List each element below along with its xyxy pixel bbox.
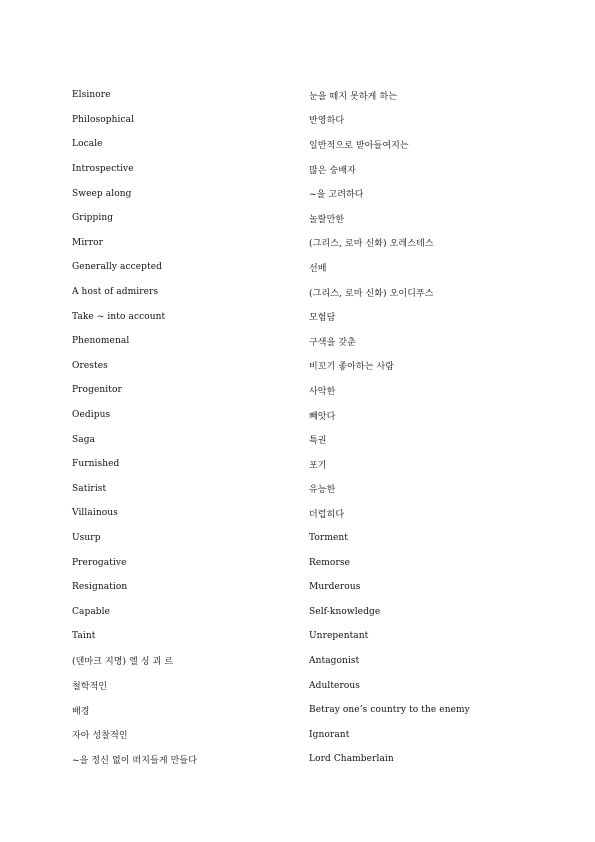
- table-row: [72, 427, 492, 452]
- meaning-cell: 놀랄만한: [309, 214, 345, 225]
- meaning-cell: 반영하다: [309, 116, 345, 127]
- term-cell: Sweep along: [72, 188, 132, 199]
- term-cell: Take ~ into account: [72, 311, 166, 322]
- meaning-cell: Adulterous: [309, 680, 361, 691]
- term-cell: 철학적인: [72, 682, 108, 693]
- meaning-cell: (그리스, 로마 신화) 오이디푸스: [309, 288, 434, 299]
- term-cell: (덴마크 지명) 엘 싱 괴 르: [72, 657, 174, 668]
- table-row: [72, 231, 492, 256]
- meaning-cell: Remorse: [309, 557, 351, 568]
- table-row: [72, 673, 492, 698]
- table-row: [72, 477, 492, 502]
- term-cell: Satirist: [72, 483, 107, 494]
- table-row: [72, 329, 492, 354]
- meaning-cell: ~을 고려하다: [309, 190, 364, 201]
- table-row: [72, 599, 492, 624]
- term-cell: Usurp: [72, 532, 101, 543]
- meaning-cell: 비꼬기 좋아하는 사람: [309, 362, 395, 373]
- vocabulary-table: [72, 83, 492, 772]
- term-cell: Mirror: [72, 237, 104, 248]
- table-row: [72, 575, 492, 600]
- meaning-cell: 더럽히다: [309, 509, 345, 520]
- table-row: [72, 378, 492, 403]
- meaning-cell: Betray one’s country to the enemy: [309, 705, 470, 716]
- meaning-cell: 포기: [309, 460, 327, 471]
- table-row: [72, 304, 492, 329]
- table-row: [72, 132, 492, 157]
- table-row: [72, 83, 492, 108]
- table-row: [72, 550, 492, 575]
- meaning-cell: 구색을 갖춘: [309, 337, 356, 348]
- meaning-cell: 유능한: [309, 485, 336, 496]
- term-cell: Locale: [72, 139, 103, 150]
- meaning-cell: Torment: [309, 532, 348, 543]
- table-row: [72, 181, 492, 206]
- meaning-cell: (그리스, 로마 신화) 오레스테스: [309, 239, 434, 250]
- table-row: [72, 280, 492, 305]
- table-row: [72, 206, 492, 231]
- table-row: [72, 747, 492, 772]
- meaning-cell: 특권: [309, 436, 327, 447]
- term-cell: Taint: [72, 631, 96, 642]
- meaning-cell: 모험담: [309, 313, 336, 324]
- term-cell: Elsinore: [72, 90, 111, 101]
- meaning-cell: 눈을 떼지 못하게 하는: [309, 91, 398, 102]
- table-row: [72, 698, 492, 723]
- meaning-cell: 선배: [309, 263, 327, 274]
- meaning-cell: Unrepentant: [309, 631, 369, 642]
- table-row: [72, 526, 492, 551]
- term-cell: Oedipus: [72, 410, 111, 421]
- term-cell: Resignation: [72, 582, 128, 593]
- table-row: [72, 108, 492, 133]
- meaning-cell: 많은 숭배자: [309, 165, 356, 176]
- table-row: [72, 722, 492, 747]
- table-row: [72, 354, 492, 379]
- meaning-cell: Ignorant: [309, 729, 350, 740]
- term-cell: Introspective: [72, 164, 134, 175]
- term-cell: ~을 정신 없이 떠지들게 만들다: [72, 755, 198, 766]
- term-cell: Gripping: [72, 213, 114, 224]
- term-cell: Phenomenal: [72, 336, 130, 347]
- term-cell: A host of admirers: [72, 287, 159, 298]
- term-cell: Orestes: [72, 360, 108, 371]
- meaning-cell: 빼앗다: [309, 411, 336, 422]
- meaning-cell: Self-knowledge: [309, 606, 381, 617]
- meaning-cell: 일반적으로 받아들여지는: [309, 140, 409, 151]
- table-row: [72, 501, 492, 526]
- table-row: [72, 649, 492, 674]
- table-row: [72, 452, 492, 477]
- term-cell: Furnished: [72, 459, 120, 470]
- term-cell: Prerogative: [72, 557, 127, 568]
- table-row: [72, 255, 492, 280]
- term-cell: Villainous: [72, 508, 118, 519]
- meaning-cell: Murderous: [309, 582, 361, 593]
- meaning-cell: Antagonist: [309, 655, 360, 666]
- term-cell: Philosophical: [72, 114, 135, 125]
- term-cell: Generally accepted: [72, 262, 163, 273]
- meaning-cell: Lord Chamberlain: [309, 754, 394, 765]
- term-cell: 배경: [72, 706, 90, 717]
- meaning-cell: 사악한: [309, 386, 336, 397]
- term-cell: Saga: [72, 434, 96, 445]
- term-cell: 자아 성찰적인: [72, 731, 128, 742]
- table-row: [72, 624, 492, 649]
- table-row: [72, 403, 492, 428]
- term-cell: Progenitor: [72, 385, 122, 396]
- term-cell: Capable: [72, 606, 111, 617]
- table-row: [72, 157, 492, 182]
